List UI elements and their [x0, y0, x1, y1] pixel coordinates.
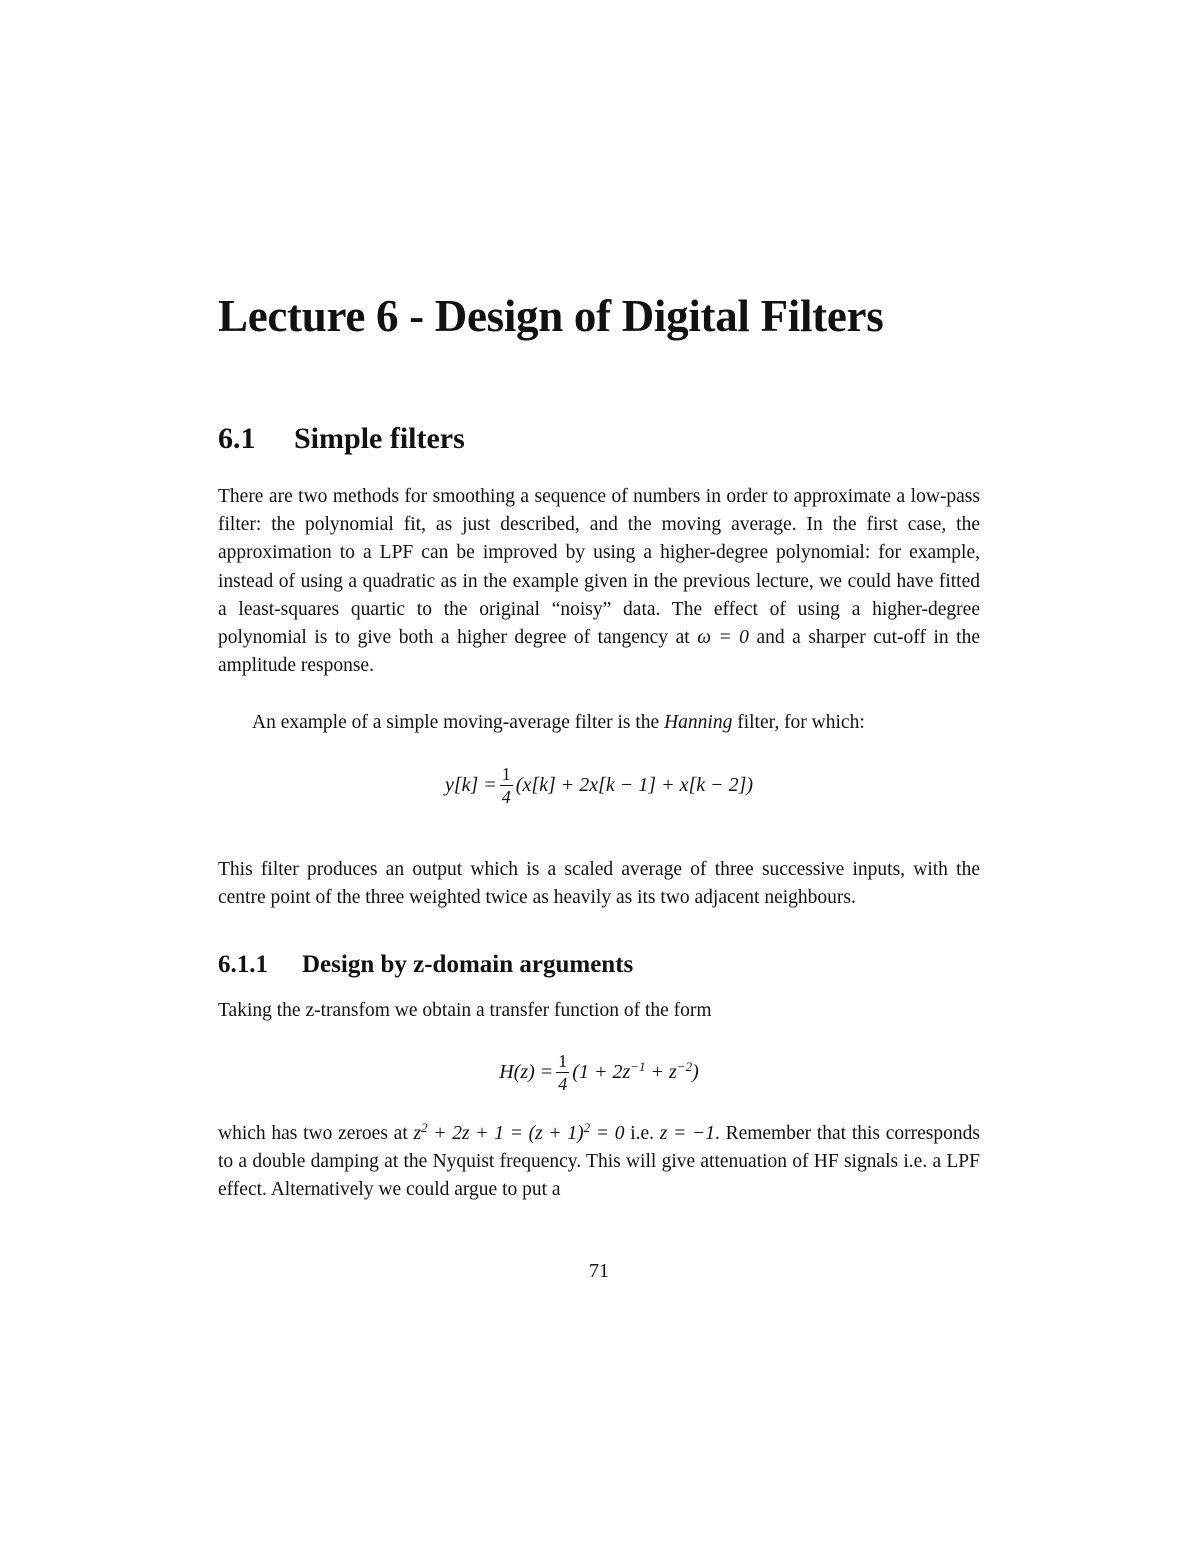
paragraph-text: which has two zeroes at — [218, 1123, 414, 1144]
math-part: = 0 — [590, 1123, 625, 1144]
paragraph-intro — [218, 483, 980, 680]
paragraph-text: filter, for which: — [732, 712, 865, 733]
subsection-number: 6.1.1 — [218, 951, 268, 978]
fraction-denominator: 4 — [501, 786, 511, 807]
equation-rhs: (x[k] + 2x[k − 1] + x[k − 2]) — [515, 773, 754, 796]
equation-transfer — [218, 1042, 980, 1102]
fraction-numerator: 1 — [501, 763, 511, 784]
exponent: −1 — [630, 1058, 646, 1074]
equation-part: (1 + 2z — [572, 1060, 631, 1083]
fraction — [556, 1050, 569, 1095]
equation-part: ) — [692, 1060, 699, 1083]
paragraph-text: There are two methods for smoothing a sequence of numbers in order to approximate a low-pass filter: the polynomial fit, as just described, and the moving average. In the first case, the approximation to a LPF can be improved by using a higher-degree polynomial: for example, instead of using a quadratic as in the example given in the previous lecture, we could have fitted a least-squares quartic to the original “noisy” data. The effect of using a higher-degree polynomial is to give both a higher degree of tangency at — [218, 486, 980, 649]
fraction — [500, 763, 513, 808]
paragraph-text: and a sharper cut-off in the amplitude response. — [218, 627, 980, 677]
equation-rhs — [572, 1058, 699, 1084]
equation-lhs: H(z) = — [499, 1060, 554, 1083]
math-part: z — [413, 1123, 422, 1144]
inline-math: ω = 0 — [697, 627, 749, 649]
page-title: Lecture 6 - Design of Digital Filters — [218, 291, 884, 341]
fraction-denominator: 4 — [558, 1073, 568, 1094]
inline-math: z = −1 — [659, 1123, 715, 1144]
paragraph-output: This filter produces an output which is a scaled average of three successive inputs, with the centre point of the three weighted twice as heavily as its two adjacent neighbours. — [218, 859, 980, 909]
exponent: 2 — [583, 1120, 591, 1135]
math-part: + 2z + 1 = (z + 1) — [427, 1123, 584, 1144]
exponent: −2 — [676, 1058, 693, 1074]
section-number: 6.1 — [218, 422, 256, 455]
subsection-title: Design by z-domain arguments — [302, 951, 634, 978]
equation-part: + z — [645, 1060, 677, 1083]
exponent: 2 — [421, 1120, 428, 1135]
emphasis-text: Hanning — [664, 712, 733, 733]
paragraph-text: An example of a simple moving-average filter is the — [252, 712, 665, 733]
section-heading — [218, 422, 465, 456]
paragraph-zeroes — [218, 1120, 980, 1205]
paragraph-hanning — [218, 709, 980, 737]
subsection-heading — [218, 951, 633, 979]
section-title: Simple filters — [294, 422, 465, 455]
page-number: 71 — [589, 1260, 609, 1282]
paragraph-text: i.e. — [624, 1123, 660, 1144]
paragraph-text: . Remember that this corresponds to a double damping at the Nyquist frequency. This will give attenuation of HF signals i.e. a LPF effect. Alternatively we could argue to put a — [218, 1123, 980, 1201]
paragraph-transform: Taking the z-transfom we obtain a transfer function of the form — [218, 1000, 712, 1021]
equation-hanning — [218, 755, 980, 815]
equation-lhs: y[k] = — [444, 773, 497, 796]
inline-math — [413, 1120, 625, 1144]
fraction-numerator: 1 — [558, 1050, 568, 1071]
